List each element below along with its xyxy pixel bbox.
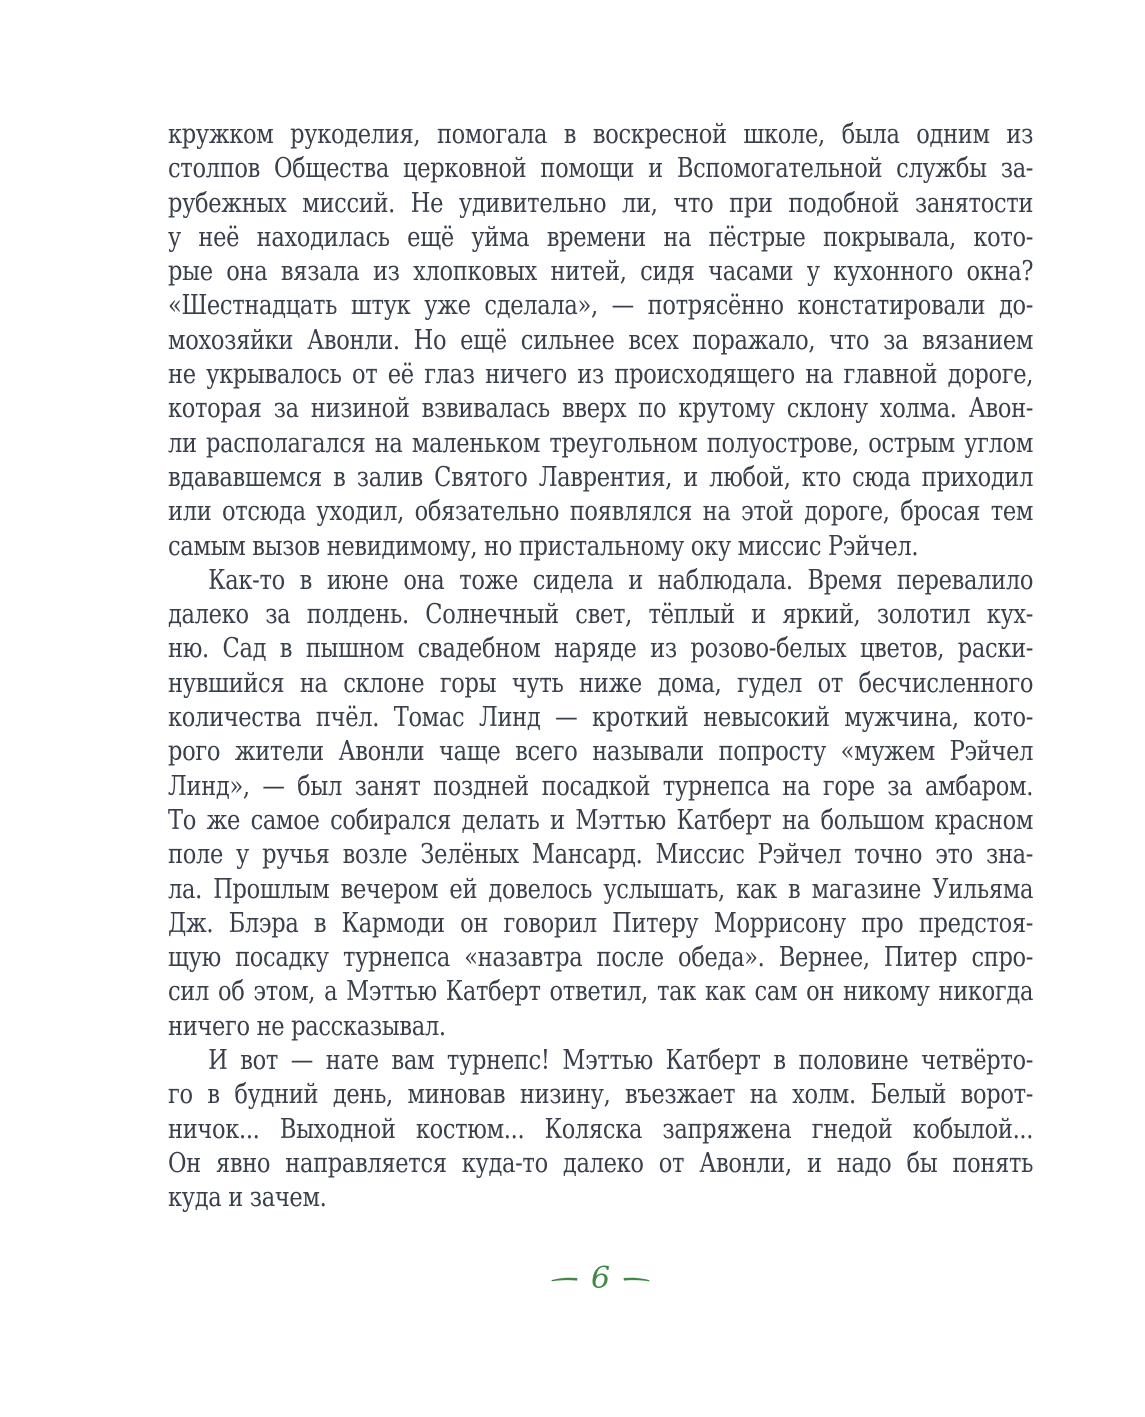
- text-line: кружком рукоделия, помогала в воскресной школе, была одним из: [168, 118, 1034, 150]
- text-line: ню. Сад в пышном свадебном наряде из розово-белых цветов, раски-: [168, 632, 1034, 665]
- text-line: Он явно направляется куда-то далеко от Авонли, и надо бы понять: [168, 1146, 1034, 1179]
- text-line: «Шестнадцать штук уже сделала», — потрясённо констатировали до-: [168, 289, 1034, 322]
- text-line: щую посадку турнепса «назавтра после обеда». Вернее, Питер спро-: [168, 941, 1034, 974]
- text-line: количества пчёл. Томас Линд — кроткий невысокий мужчина, кото-: [168, 701, 1034, 734]
- text-line: далеко за полдень. Солнечный свет, тёплый и яркий, золотил кух-: [168, 598, 1034, 631]
- text-line: поле у ручья возле Зелёных Мансард. Миссис Рэйчел точно это зна-: [168, 838, 1034, 871]
- page-number-dash-icon: [623, 1275, 650, 1283]
- text-line: или отсюда уходил, обязательно появлялся на этой дороге, бросая тем: [168, 495, 1034, 528]
- text-line: ла. Прошлым вечером ей довелось услышать, как в магазине Уильяма: [168, 872, 1034, 905]
- text-line: рого жители Авонли чаще всего называли попросту «мужем Рэйчел: [168, 735, 1034, 768]
- text-line: не укрывалось от её глаз ничего из происходящего на главной дороге,: [168, 358, 1034, 391]
- text-line: Линд», — был занят поздней посадкой турнепса на горе за амбаром.: [168, 769, 1034, 802]
- text-line: у неё находилась ещё уйма времени на пёстрые покрывала, кото-: [168, 220, 1034, 253]
- text-line: мохозяйки Авонли. Но ещё сильнее всех поражало, что за вязанием: [168, 323, 1034, 356]
- text-line: Дж. Блэра в Кармоди он говорил Питеру Моррисону про предстоя-: [168, 906, 1034, 939]
- text-line: столпов Общества церковной помощи и Вспомогательной службы за-: [168, 152, 1034, 185]
- text-line: вдававшемся в залив Святого Лаврентия, и любой, кто сюда приходил: [168, 460, 1034, 493]
- text-line: которая за низиной взвивалась вверх по крутому склону холма. Авон-: [168, 392, 1034, 425]
- page-footer: [168, 1261, 1033, 1296]
- text-line: куда и зачем.: [168, 1181, 327, 1214]
- text-line: ли располагался на маленьком треугольном полуострове, острым углом: [168, 426, 1034, 459]
- text-line: самым вызов невидимому, но пристальному оку миссис Рэйчел.: [168, 529, 919, 562]
- text-line: сил об этом, а Мэттью Катберт ответил, так как сам он никому никогда: [168, 975, 1034, 1008]
- text-line: рубежных миссий. Не удивительно ли, что при подобной занятости: [168, 186, 1034, 219]
- text-line: рые она вязала из хлопковых нитей, сидя часами у кухонного окна?: [168, 255, 1034, 288]
- text-line: ничего не рассказывал.: [168, 1009, 446, 1042]
- text-line: Как-то в июне она тоже сидела и наблюдала. Время перевалило: [208, 563, 1034, 596]
- text-line: го в будний день, миновав низину, въезжает на холм. Белый ворот-: [168, 1078, 1034, 1111]
- text-block: [168, 117, 1033, 1215]
- page-number: 6: [590, 1261, 611, 1296]
- page-number-dash-icon: [551, 1275, 578, 1283]
- text-line: И вот — нате вам турнепс! Мэттью Катберт в половине четвёрто-: [208, 1044, 1034, 1077]
- text-line: То же самое собирался делать и Мэттью Катберт на большом красном: [168, 803, 1034, 836]
- text-line: ничок... Выходной костюм... Коляска запряжена гнедой кобылой...: [168, 1112, 1034, 1145]
- text-line: нувшийся на склоне горы чуть ниже дома, гудел от бесчисленного: [168, 666, 1034, 699]
